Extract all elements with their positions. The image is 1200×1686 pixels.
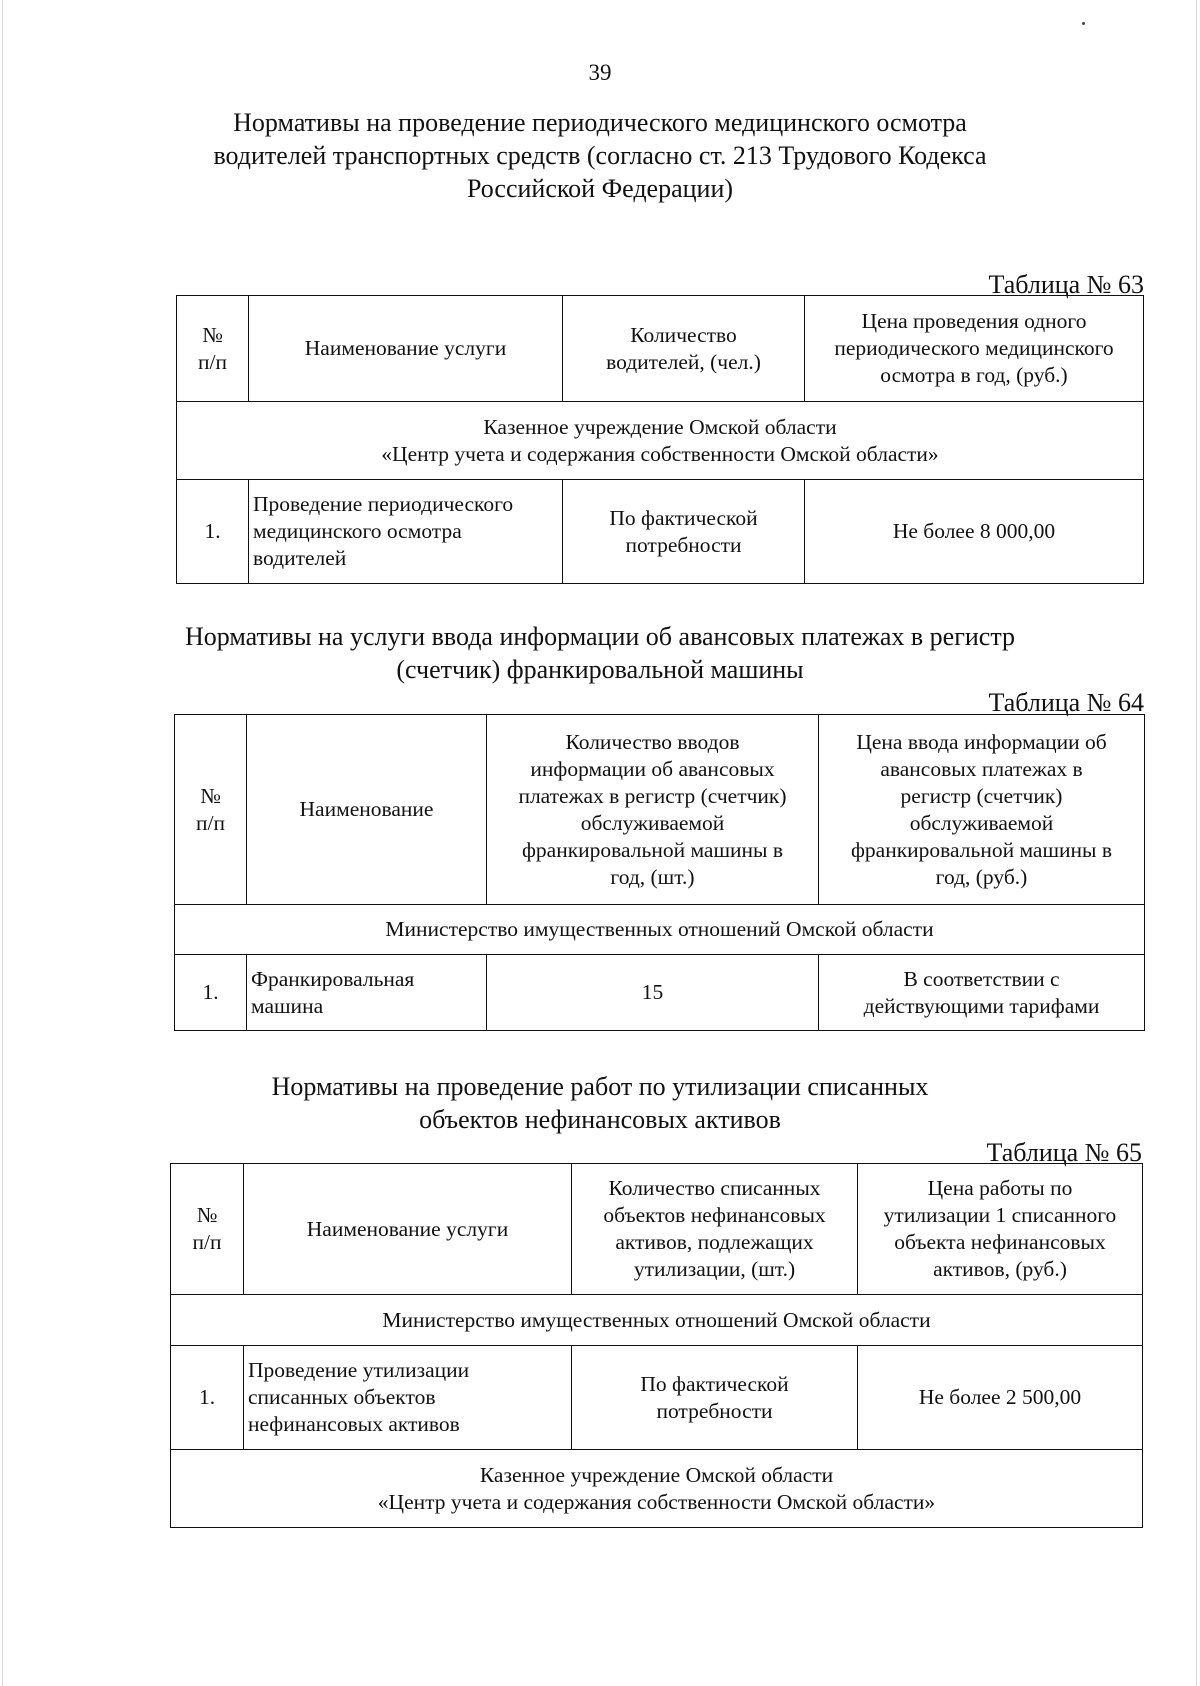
row-qty: По фактической потребности: [572, 1346, 858, 1450]
header-qty: Количество водителей, (чел.): [563, 296, 805, 402]
heading-line: Российской Федерации): [466, 174, 734, 203]
header-num: № п/п: [177, 296, 249, 402]
heading-line: (счетчик) франкировальной машины: [396, 655, 804, 684]
row-num: 1.: [171, 1346, 244, 1450]
page-number: 39: [588, 60, 612, 85]
header-qty: Количество вводов информации об авансовых платежах в регистр (счетчик) обслуживаемой франкировальной машины в год, (шт.): [487, 715, 819, 905]
table-65-label: Таблица № 65: [986, 1138, 1142, 1167]
scan-dot: [1082, 22, 1085, 25]
table-63-label: Таблица № 63: [988, 270, 1144, 299]
row-name: Франкировальная машина: [247, 955, 487, 1031]
header-num: № п/п: [175, 715, 247, 905]
table-63: [176, 295, 1144, 584]
scan-edge-left: [2, 0, 3, 1686]
table-header-row: [177, 296, 1144, 402]
header-name: Наименование: [247, 715, 487, 905]
section-org: Казенное учреждение Омской области «Центр учета и содержания собственности Омской области»: [177, 402, 1144, 480]
header-price: Цена ввода информации об авансовых платежах в регистр (счетчик) обслуживаемой франкировальной машины в год, (руб.): [819, 715, 1145, 905]
row-qty: 15: [487, 955, 819, 1031]
scan-edge-right: [1196, 0, 1197, 1686]
header-num: № п/п: [171, 1164, 244, 1295]
header-price: Цена проведения одного периодического медицинского осмотра в год, (руб.): [805, 296, 1144, 402]
table-row: [175, 955, 1145, 1031]
table-64: [174, 714, 1145, 1031]
heading-line: Нормативы на услуги ввода информации об авансовых платежах в регистр: [184, 622, 1016, 651]
row-name: Проведение периодического медицинского осмотра водителей: [249, 480, 563, 584]
section-row: [171, 1450, 1143, 1528]
table-64-label: Таблица № 64: [988, 688, 1144, 717]
section-row: [175, 905, 1145, 955]
heading-table-65: [0, 1070, 1200, 1136]
table-header-row: [171, 1164, 1143, 1295]
table-header-row: [175, 715, 1145, 905]
table-65: [170, 1163, 1143, 1528]
table-row: [171, 1346, 1143, 1450]
section-org: Министерство имущественных отношений Омской области: [175, 905, 1145, 955]
heading-line: Нормативы на проведение работ по утилизации списанных: [271, 1072, 929, 1101]
heading-line: водителей транспортных средств (согласно ст. 213 Трудового Кодекса: [213, 141, 987, 170]
heading-line: объектов нефинансовых активов: [419, 1105, 781, 1134]
row-qty: По фактической потребности: [563, 480, 805, 584]
section-org-2: Казенное учреждение Омской области «Центр учета и содержания собственности Омской области»: [171, 1450, 1143, 1528]
section-row: [171, 1295, 1143, 1346]
heading-table-63: [0, 106, 1200, 205]
row-price: Не более 8 000,00: [805, 480, 1144, 584]
row-name: Проведение утилизации списанных объектов нефинансовых активов: [244, 1346, 572, 1450]
header-qty: Количество списанных объектов нефинансовых активов, подлежащих утилизации, (шт.): [572, 1164, 858, 1295]
row-price: Не более 2 500,00: [858, 1346, 1143, 1450]
header-name: Наименование услуги: [244, 1164, 572, 1295]
section-org: Министерство имущественных отношений Омской области: [171, 1295, 1143, 1346]
header-name: Наименование услуги: [249, 296, 563, 402]
section-row: [177, 402, 1144, 480]
row-num: 1.: [175, 955, 247, 1031]
table-row: [177, 480, 1144, 584]
row-num: 1.: [177, 480, 249, 584]
heading-table-64: [0, 620, 1200, 686]
header-price: Цена работы по утилизации 1 списанного объекта нефинансовых активов, (руб.): [858, 1164, 1143, 1295]
row-price: В соответствии с действующими тарифами: [819, 955, 1145, 1031]
heading-line: Нормативы на проведение периодического медицинского осмотра: [233, 108, 967, 137]
